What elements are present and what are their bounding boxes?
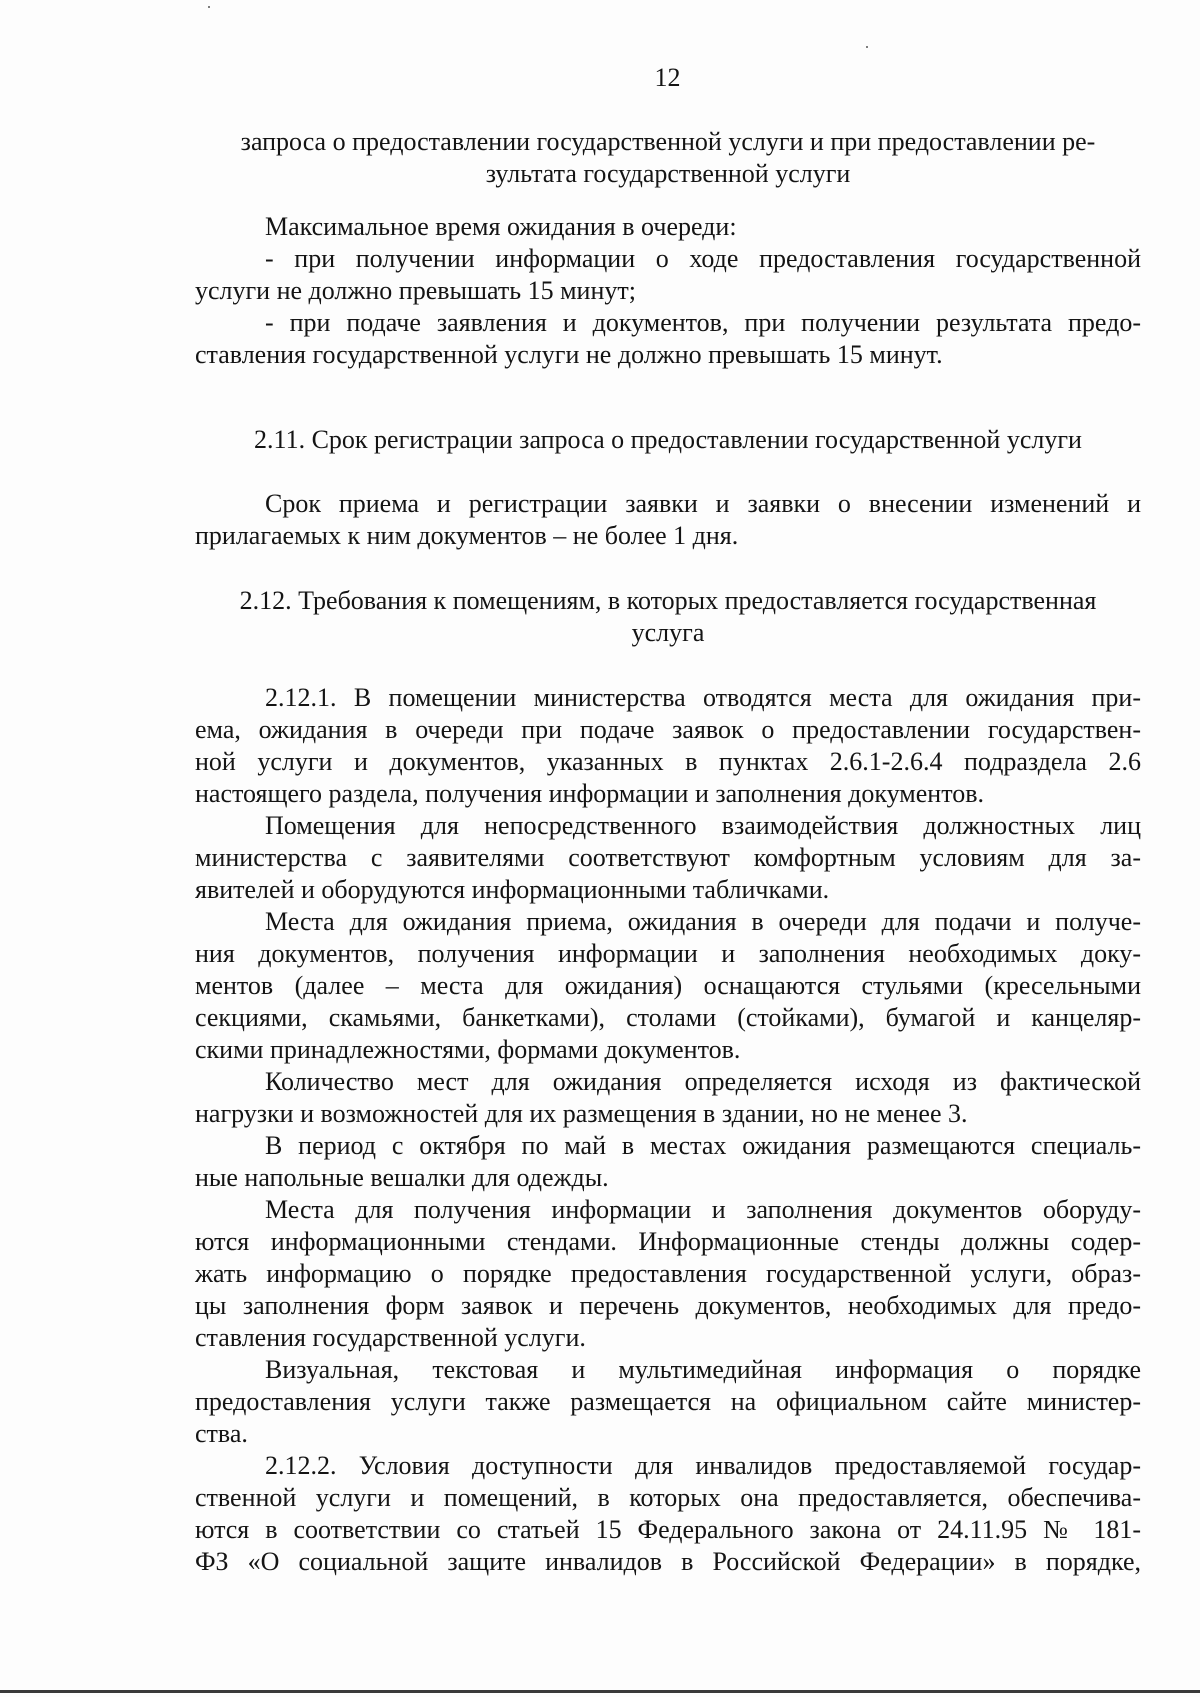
text-line: Срок приема и регистрации заявки и заявки о внесении изменений и: [265, 489, 1141, 518]
text-line: В период с октября по май в местах ожидания размещаются специаль-: [265, 1131, 1141, 1160]
text-line: Места для получения информации и заполнения документов оборуду-: [265, 1195, 1141, 1224]
scan-speck: [866, 46, 868, 48]
section-2-12-title: [195, 585, 1141, 649]
text-line: ФЗ «О социальной защите инвалидов в Российской Федерации» в порядке,: [195, 1547, 1141, 1576]
text-line: скими принадлежностями, формами документов.: [195, 1035, 741, 1064]
text-line: настоящего раздела, получения информации и заполнения документов.: [195, 779, 984, 808]
page-number: 12: [654, 63, 681, 92]
text-line: ставления государственной услуги.: [195, 1323, 586, 1352]
text-line: жать информацию о порядке предоставления государственной услуги, образ-: [195, 1259, 1141, 1288]
section-title-line: 2.11. Срок регистрации запроса о предоставлении государственной услуги: [254, 425, 1082, 454]
text-line: - при получении информации о ходе предоставления государственной: [265, 244, 1141, 273]
text-line: Помещения для непосредственного взаимодействия должностных лиц: [265, 811, 1141, 840]
text-line: ема, ожидания в очереди при подаче заявок о предоставлении государствен-: [195, 715, 1141, 744]
waiting-time-paragraph: [195, 211, 1141, 371]
text-line: 2.12.2. Условия доступности для инвалидов предоставляемой государ-: [265, 1451, 1141, 1480]
heading-continued: [195, 126, 1141, 190]
text-line: нагрузки и возможностей для их размещения в здании, но не менее 3.: [195, 1099, 968, 1128]
text-line: Визуальная, текстовая и мультимедийная информация о порядке: [265, 1355, 1141, 1384]
text-line: Места для ожидания приема, ожидания в очереди для подачи и получе-: [265, 907, 1141, 936]
text-line: ные напольные вешалки для одежды.: [195, 1163, 609, 1192]
scan-speck: [208, 6, 210, 8]
text-line: Максимальное время ожидания в очереди:: [265, 212, 737, 241]
text-line: - при подаче заявления и документов, при получении результата предо-: [265, 308, 1141, 337]
heading-line: запроса о предоставлении государственной услуги и при предоставлении ре-: [240, 127, 1096, 156]
text-line: Количество мест для ожидания определяется исходя из фактической: [265, 1067, 1141, 1096]
heading-line: зультата государственной услуги: [485, 159, 851, 188]
text-line: министерства с заявителями соответствуют комфортным условиям для за-: [195, 843, 1141, 872]
text-line: ния документов, получения информации и заполнения необходимых доку-: [195, 939, 1141, 968]
text-line: ются в соответствии со статьей 15 Федерального закона от 24.11.95 № 181-: [195, 1515, 1141, 1544]
text-line: явителей и оборудуются информационными табличками.: [195, 875, 830, 904]
text-line: услуги не должно превышать 15 минут;: [195, 276, 636, 305]
text-line: цы заполнения форм заявок и перечень документов, необходимых для предо-: [195, 1291, 1141, 1320]
text-line: ставления государственной услуги не должно превышать 15 минут.: [195, 340, 943, 369]
text-line: 2.12.1. В помещении министерства отводятся места для ожидания при-: [265, 683, 1141, 712]
text-line: ной услуги и документов, указанных в пунктах 2.6.1-2.6.4 подраздела 2.6: [195, 747, 1141, 776]
text-line: ментов (далее – места для ожидания) оснащаются стульями (кресельными: [195, 971, 1141, 1000]
text-line: прилагаемых к ним документов – не более 1 дня.: [195, 521, 739, 550]
bottom-edge-rule: [0, 1690, 1200, 1693]
text-line: ственной услуги и помещений, в которых она предоставляется, обеспечива-: [195, 1483, 1141, 1512]
section-title-line: 2.12. Требования к помещениям, в которых предоставляется государственная: [239, 586, 1097, 615]
text-line: ются информационными стендами. Информационные стенды должны содер-: [195, 1227, 1141, 1256]
section-2-12-body: [195, 682, 1141, 1578]
text-line: предоставления услуги также размещается на официальном сайте министер-: [195, 1387, 1141, 1416]
section-title-line: услуга: [631, 618, 705, 647]
text-line: секциями, скамьями, банкетками), столами (стойками), бумагой и канцеляр-: [195, 1003, 1141, 1032]
text-line: ства.: [195, 1419, 248, 1448]
section-2-11-title: [195, 424, 1141, 456]
section-2-11-paragraph: [195, 488, 1141, 552]
